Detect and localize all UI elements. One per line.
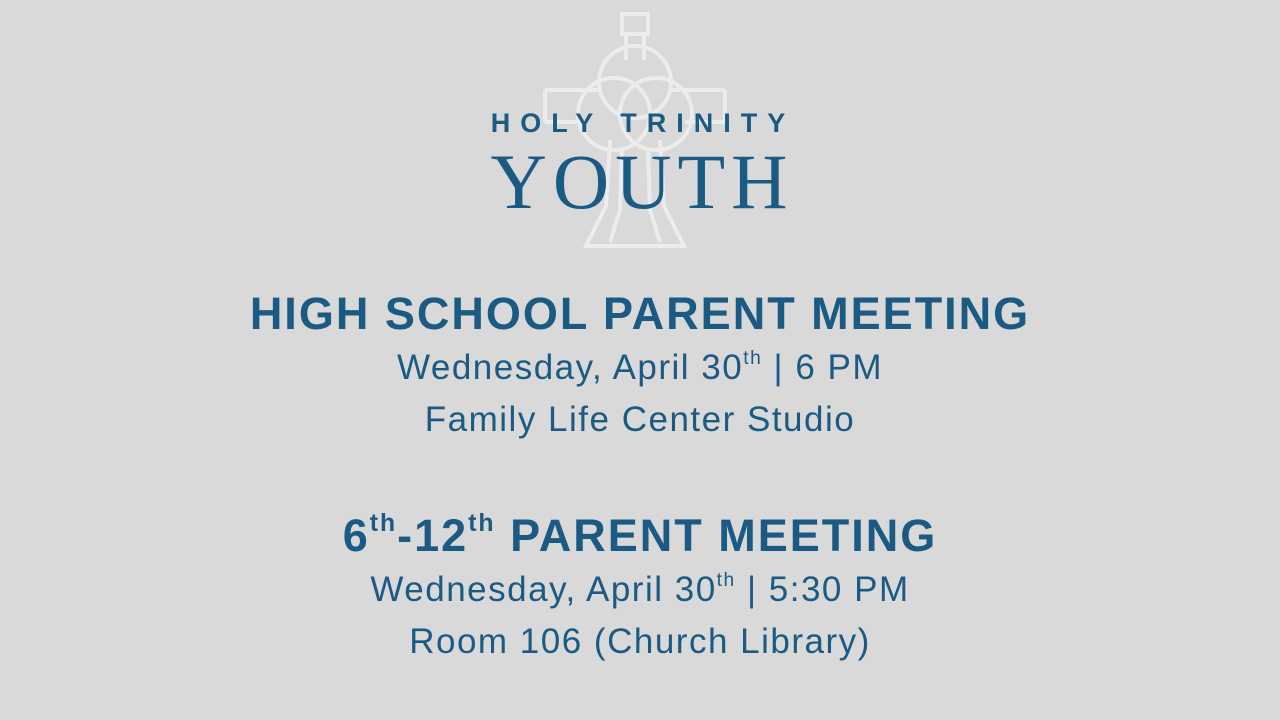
logo — [0, 0, 1280, 260]
event-high-school-meeting — [0, 286, 1280, 446]
logo-holy-trinity: HOLY TRINITY — [490, 108, 796, 138]
grade-start-suffix: th — [369, 510, 398, 538]
event-location: Room 106 (Church Library) — [409, 622, 871, 661]
logo-youth: YOUTH — [490, 138, 794, 225]
grade-end-suffix: th — [468, 510, 496, 538]
event-location: Family Life Center Studio — [424, 400, 856, 439]
date-ordinal-suffix: th — [716, 569, 736, 591]
event-title: HIGH SCHOOL PARENT MEETING — [249, 288, 1031, 339]
grade-end: -12 — [397, 510, 469, 561]
date-ordinal-suffix: th — [743, 347, 763, 369]
event-title — [0, 508, 1280, 564]
event-date: Wednesday, April 30 — [396, 348, 744, 387]
event-date-time — [0, 564, 1280, 616]
event-date: Wednesday, April 30 — [370, 570, 717, 609]
event-time: | 6 PM — [762, 348, 884, 387]
event-time: | 5:30 PM — [735, 570, 910, 609]
grade-start: 6 — [342, 510, 370, 561]
event-6-12-meeting — [0, 508, 1280, 668]
event-date-time — [0, 342, 1280, 394]
title-rest: PARENT MEETING — [495, 510, 938, 561]
